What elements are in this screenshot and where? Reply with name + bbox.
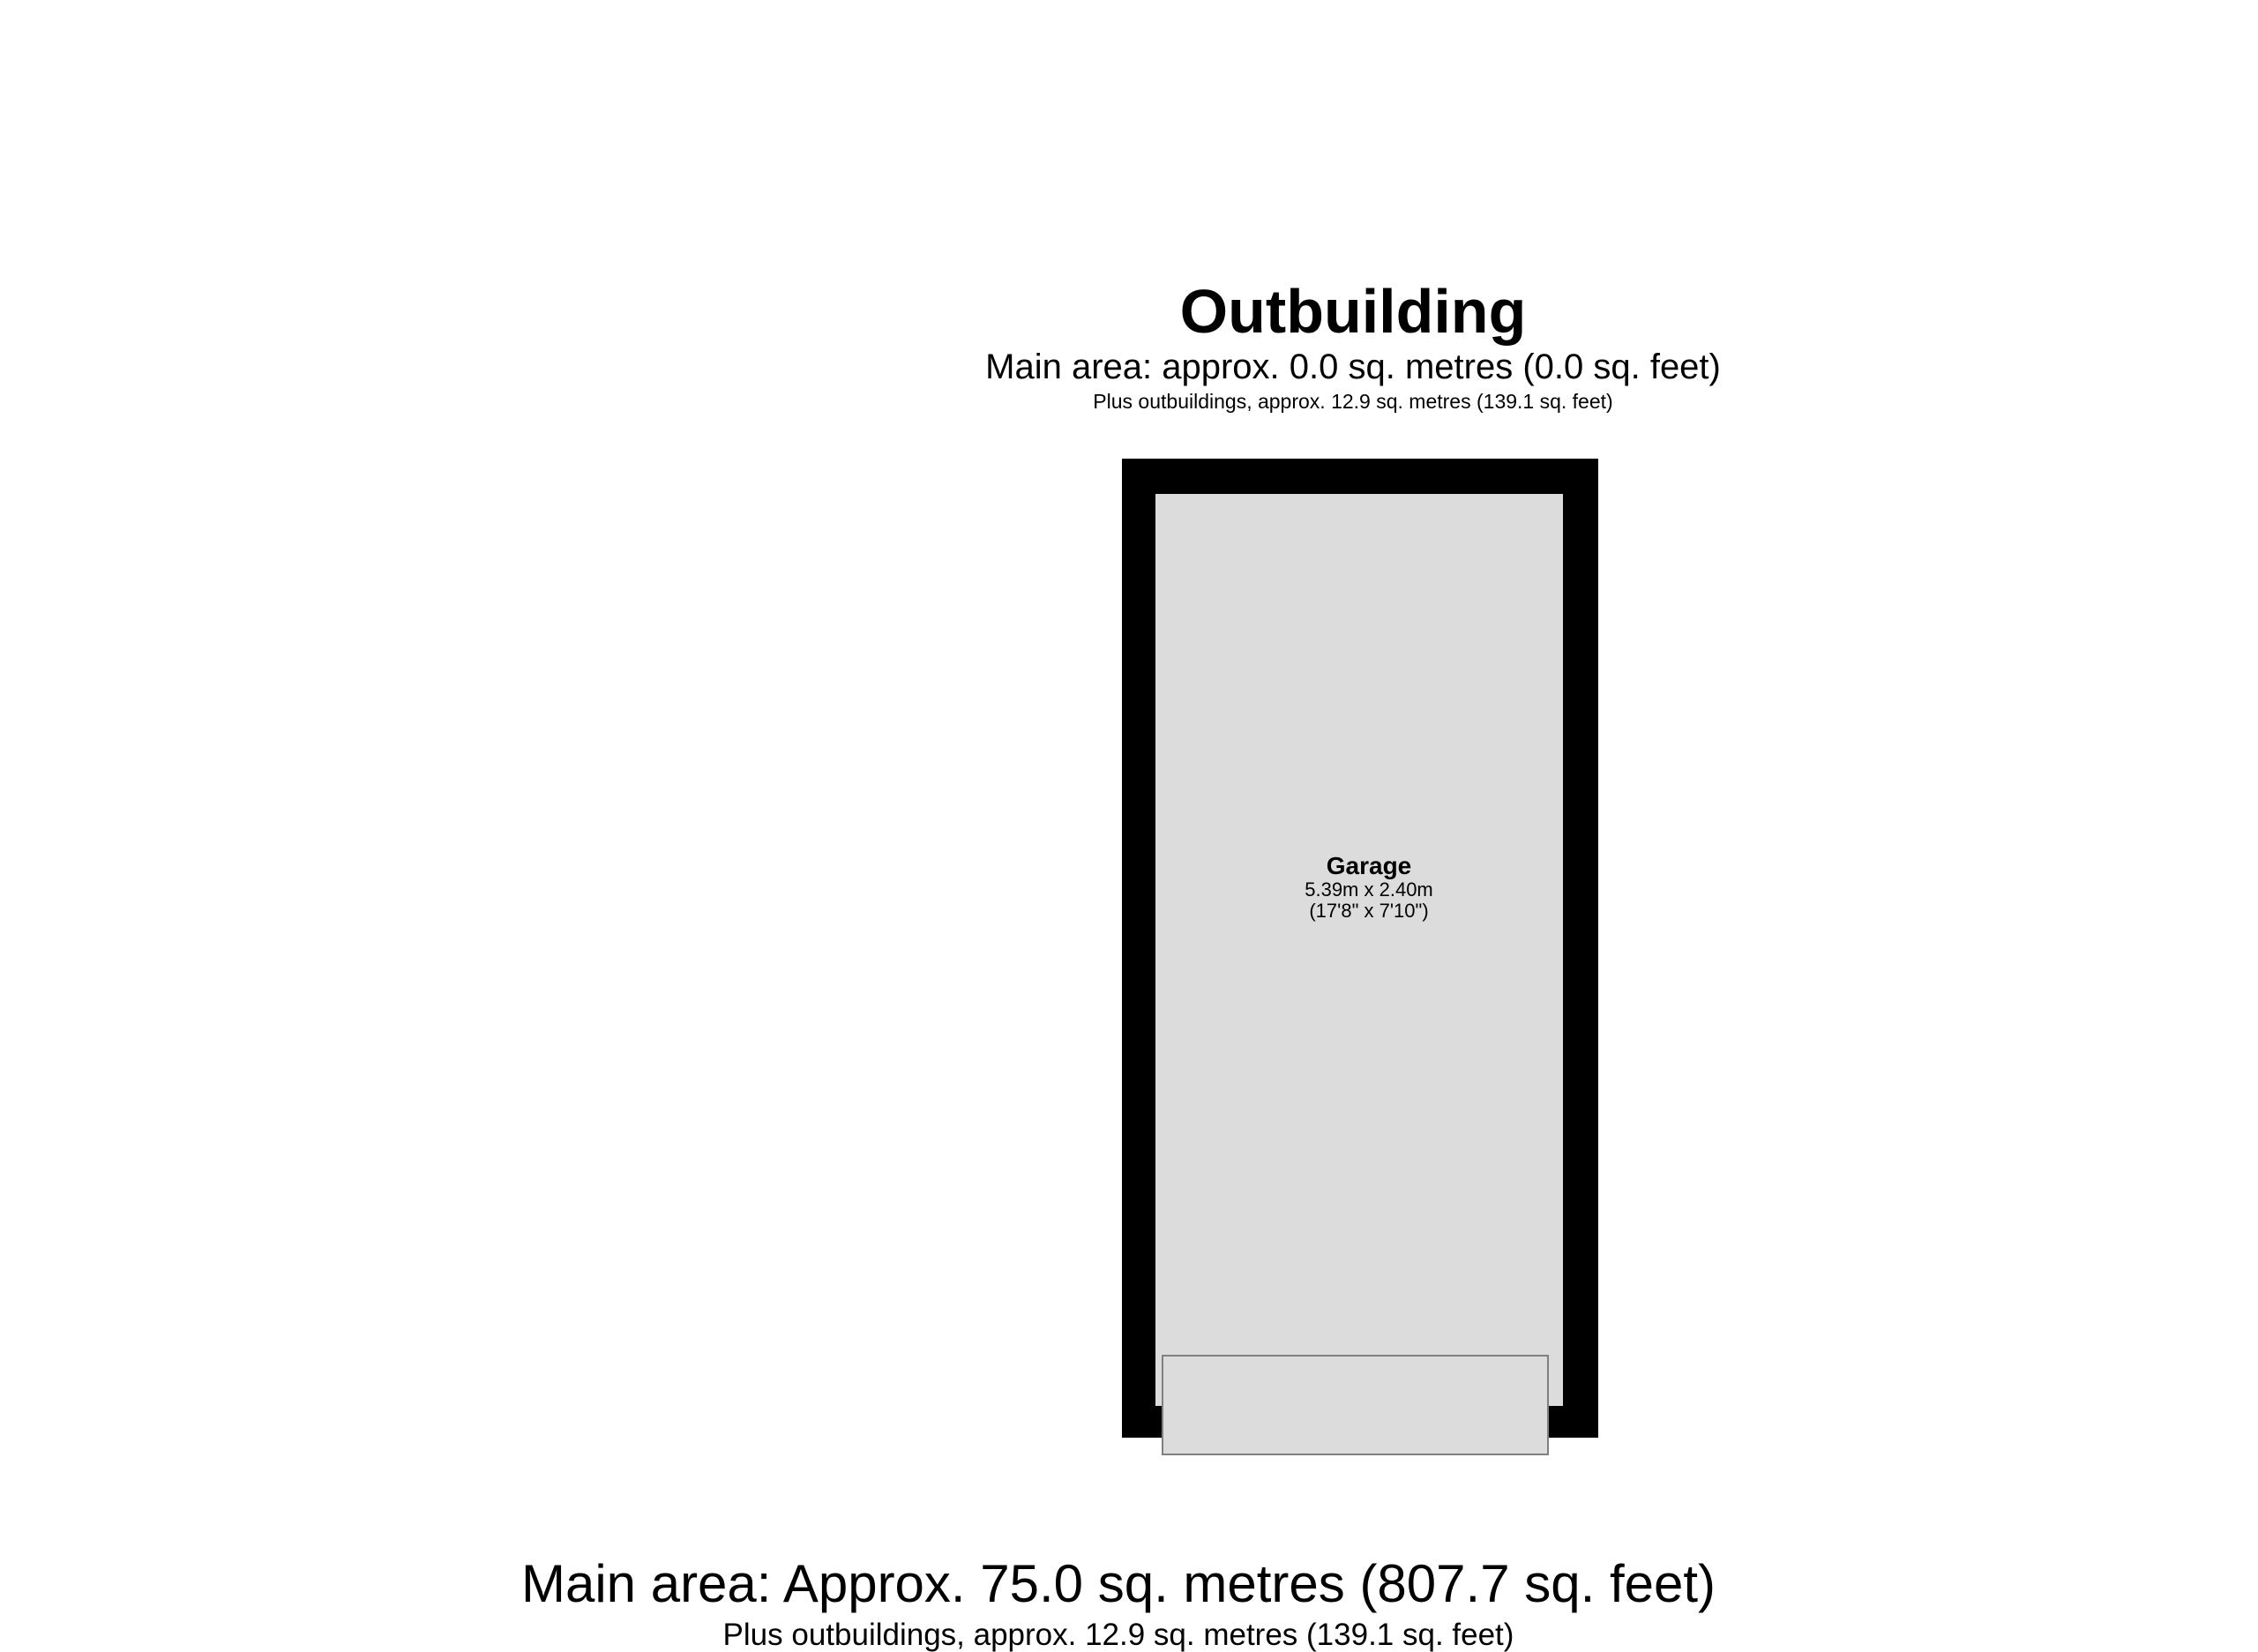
garage-floor [1155, 494, 1563, 1406]
total-main-area: Main area: Approx. 75.0 sq. metres (807.7 sq. feet) [520, 1554, 1716, 1613]
room-label [1305, 854, 1433, 921]
room-dimensions-imperial: (17'8" x 7'10") [1309, 900, 1429, 922]
floor-main-area: Main area: approx. 0.0 sq. metres (0.0 sq. feet) [985, 348, 1721, 386]
room-dimensions-metric: 5.39m x 2.40m [1305, 878, 1433, 901]
garage-door [1162, 1355, 1549, 1455]
floor-outbuildings-area: Plus outbuildings, approx. 12.9 sq. metres (139.1 sq. feet) [1093, 390, 1613, 413]
total-outbuildings-area: Plus outbuildings, approx. 12.9 sq. metres (139.1 sq. feet) [722, 1618, 1514, 1652]
floor-plan [1122, 459, 1598, 1455]
floor-title: Outbuilding [1179, 277, 1527, 346]
room-name: Garage [1326, 852, 1412, 879]
